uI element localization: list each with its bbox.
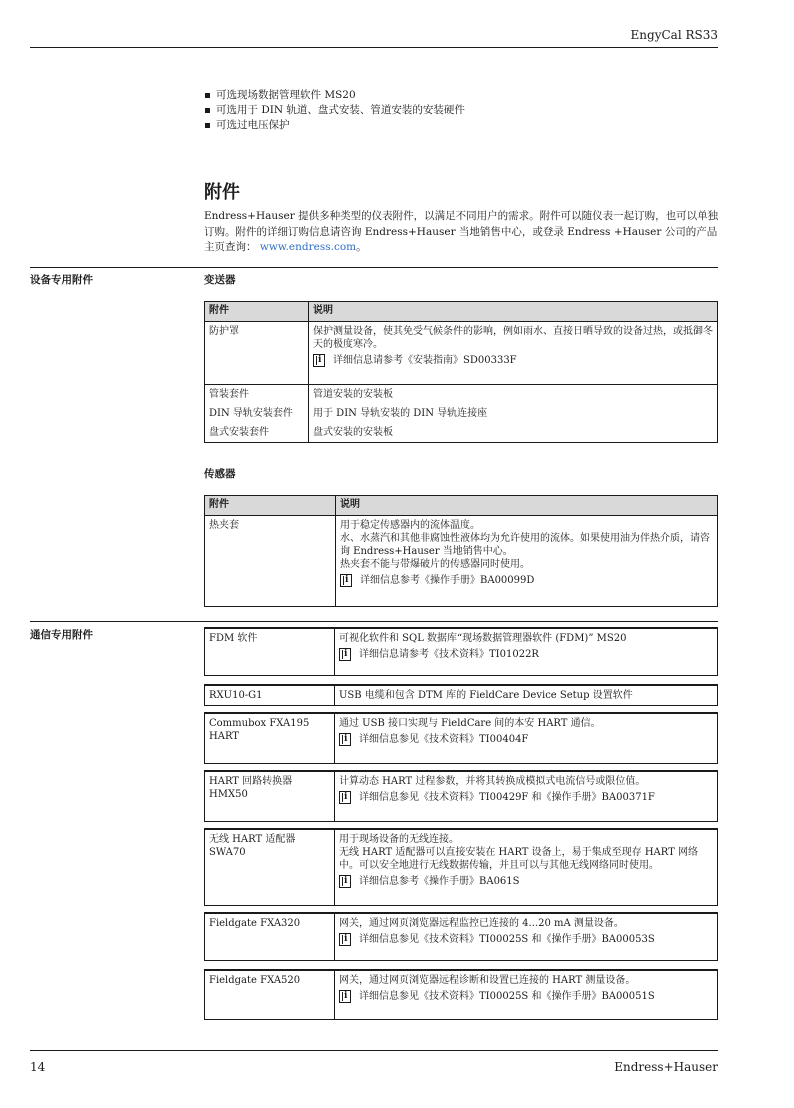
- table-row: [205, 516, 718, 607]
- reference-note: [339, 933, 713, 946]
- row-description-line: 热夹套不能与带爆破片的传感器同时使用。: [340, 559, 530, 570]
- intro-paragraph: [204, 209, 720, 256]
- row-name: HART 回路转换器 HMX50: [205, 771, 335, 822]
- comm-table-commubox: [204, 712, 718, 764]
- info-book-icon: [339, 990, 351, 1003]
- table-row: [205, 385, 718, 405]
- row-description-line: 用于稳定传感器内的流体温度。: [340, 520, 480, 531]
- info-book-icon: [339, 933, 351, 946]
- reference-note: [339, 733, 713, 746]
- row-description: [335, 628, 718, 676]
- reference-note: [339, 990, 713, 1003]
- row-description: 盘式安装的安装板: [309, 423, 718, 443]
- row-name: Fieldgate FXA520: [205, 970, 335, 1020]
- side-label-device: 设备专用附件: [30, 274, 93, 286]
- reference-text: 详细信息请参考《技术资料》TI01022R: [359, 649, 539, 660]
- row-name: 盘式安装套件: [205, 423, 309, 443]
- info-book-icon: [339, 733, 351, 746]
- section-heading-accessories: 附件: [204, 182, 240, 203]
- col-header-accessory: 附件: [205, 302, 309, 322]
- row-description: [335, 713, 718, 764]
- website-link[interactable]: www.endress.com: [259, 241, 357, 253]
- table-header-row: [205, 496, 718, 516]
- row-description: [335, 913, 718, 961]
- page-number: 14: [30, 1060, 46, 1074]
- row-description-text: 通过 USB 接口实现与 FieldCare 间的本安 HART 通信。: [339, 718, 601, 729]
- reference-text: 详细信息参见《技术资料》TI00025S 和《操作手册》BA00051S: [359, 991, 655, 1002]
- footer-rule: [30, 1050, 718, 1051]
- info-book-icon: [339, 791, 351, 804]
- reference-text: 详细信息参见《技术资料》TI00025S 和《操作手册》BA00053S: [359, 934, 655, 945]
- row-description-text: 计算动态 HART 过程参数，并将其转换成模拟式电流信号或限位值。: [339, 776, 646, 787]
- document-title: EngyCal RS33: [630, 28, 718, 42]
- table-row: [205, 423, 718, 443]
- reference-text: 详细信息参见《技术资料》TI00429F 和《操作手册》BA00371F: [359, 792, 655, 803]
- header-rule: [30, 47, 718, 48]
- table-row: [205, 685, 718, 706]
- row-description: [336, 516, 718, 607]
- comm-table-fdm: [204, 627, 718, 676]
- side-label-communication: 通信专用附件: [30, 629, 93, 641]
- comm-table-swa70: [204, 828, 718, 906]
- row-description: 用于 DIN 导轨安装的 DIN 导轨连接座: [309, 404, 718, 423]
- list-item: 可选过电压保护: [204, 118, 465, 133]
- feature-list: [204, 88, 465, 133]
- row-description: [335, 829, 718, 906]
- row-description: [335, 970, 718, 1020]
- info-book-icon: [339, 875, 351, 888]
- reference-text: 详细信息参考《操作手册》BA061S: [359, 876, 520, 887]
- table-row: [205, 771, 718, 822]
- section-rule: [30, 267, 718, 268]
- table-row: [205, 322, 718, 385]
- col-header-accessory: 附件: [205, 496, 336, 516]
- row-description: 管道安装的安装板: [309, 385, 718, 405]
- row-description: USB 电缆和包含 DTM 库的 FieldCare Device Setup 设置软件: [335, 685, 718, 706]
- row-name: Fieldgate FXA320: [205, 913, 335, 961]
- col-header-description: 说明: [336, 496, 718, 516]
- info-book-icon: [313, 354, 325, 367]
- table-row: [205, 628, 718, 676]
- subheading-sensor: 传感器: [204, 468, 236, 480]
- reference-note: [340, 574, 713, 587]
- list-item: 可选现场数据管理软件 MS20: [204, 88, 465, 103]
- table-row: [205, 970, 718, 1020]
- intro-end: 。: [356, 241, 367, 253]
- row-description-line: 水、水蒸汽和其他非腐蚀性液体均为允许使用的流体。如果使用油为伴热介质，请咨询 Endress+Hauser 当地销售中心。: [340, 533, 710, 557]
- reference-text: 详细信息请参考《安装指南》SD00333F: [333, 355, 517, 366]
- reference-note: [313, 354, 713, 367]
- info-book-icon: [340, 574, 352, 587]
- table-row: [205, 713, 718, 764]
- row-name: FDM 软件: [205, 628, 335, 676]
- table-row: [205, 913, 718, 961]
- sensor-table: [204, 495, 718, 607]
- comm-table-fxa520: [204, 969, 718, 1020]
- table-row: [205, 404, 718, 423]
- row-name: RXU10-G1: [205, 685, 335, 706]
- row-description-text: 用于现场设备的无线连接。 无线 HART 适配器可以直接安装在 HART 设备上，易于集成至现存 HART 网络中。可以安全地进行无线数据传输，并且可以与其他无线网络同时使用。: [339, 834, 698, 871]
- list-item: 可选用于 DIN 轨道、盘式安装、管道安装的安装硬件: [204, 103, 465, 118]
- row-name: 管装套件: [205, 385, 309, 405]
- transmitter-table: [204, 301, 718, 443]
- table-row: [205, 829, 718, 906]
- row-description: [335, 771, 718, 822]
- reference-note: [339, 648, 713, 661]
- row-name: 热夹套: [205, 516, 336, 607]
- row-name: 无线 HART 适配器 SWA70: [205, 829, 335, 906]
- row-description-text: 保护测量设备，使其免受气候条件的影响，例如雨水、直接日晒导致的设备过热，或抵御冬天的极度寒冷。: [313, 326, 713, 350]
- row-description-text: 可视化软件和 SQL 数据库“现场数据管理器软件 (FDM)” MS20: [339, 633, 627, 644]
- footer-brand: Endress+Hauser: [614, 1060, 718, 1074]
- intro-text: Endress+Hauser 提供多种类型的仪表附件，以满足不同用户的需求。附件可以随仪表一起订购，也可以单独订购。附件的详细订购信息请咨询 Endress+Hauser 当地销售中心，或登录 Endress +Hauser 公司的产品主页查询：: [204, 210, 719, 253]
- subheading-transmitter: 变送器: [204, 274, 236, 286]
- row-name: 防护罩: [205, 322, 309, 385]
- section-rule: [30, 621, 718, 622]
- comm-table-fxa320: [204, 912, 718, 961]
- comm-table-rxu10: [204, 684, 718, 706]
- info-book-icon: [339, 648, 351, 661]
- row-name: DIN 导轨安装套件: [205, 404, 309, 423]
- col-header-description: 说明: [309, 302, 718, 322]
- reference-note: [339, 875, 713, 888]
- row-name: Commubox FXA195 HART: [205, 713, 335, 764]
- comm-table-hmx50: [204, 770, 718, 822]
- row-description-text: 网关，通过网页浏览器远程诊断和设置已连接的 HART 测量设备。: [339, 975, 636, 986]
- reference-text: 详细信息参考《操作手册》BA00099D: [360, 575, 535, 586]
- reference-text: 详细信息参见《技术资料》TI00404F: [359, 734, 529, 745]
- reference-note: [339, 791, 713, 804]
- row-description: [309, 322, 718, 385]
- row-description-text: 网关，通过网页浏览器远程监控已连接的 4...20 mA 测量设备。: [339, 918, 624, 929]
- table-header-row: [205, 302, 718, 322]
